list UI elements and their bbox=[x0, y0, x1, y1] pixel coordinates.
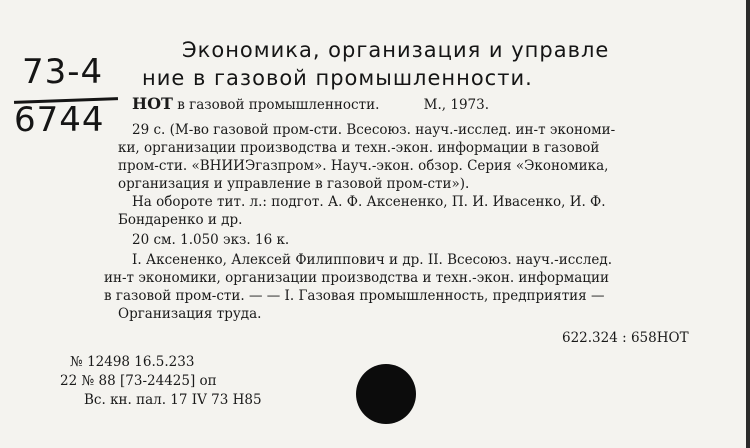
shelf-number-bottom: 6744 bbox=[14, 100, 105, 140]
card-edge bbox=[746, 0, 750, 448]
udc-code: 622.324 : 658НОТ bbox=[562, 330, 689, 346]
body-line: 29 с. (М-во газовой пром-сти. Всесоюз. науч.-исслед. ин-т экономи- bbox=[132, 122, 616, 138]
handwritten-title-line-2: ние в газовой промышленности. bbox=[142, 66, 533, 90]
title-rest: в газовой промышленности. bbox=[177, 97, 380, 113]
body-line: ин-т экономики, организации производства и техн.-экон. информации bbox=[104, 270, 609, 286]
body-line: ки, организации производства и техн.-экон. информации в газовой bbox=[118, 140, 600, 156]
title-word: НОТ bbox=[132, 94, 173, 113]
body-line: На обороте тит. л.: подгот. А. Ф. Аксененко, П. И. Ивасенко, И. Ф. bbox=[132, 194, 606, 210]
body-line: Бондаренко и др. bbox=[118, 212, 243, 228]
place-year: М., 1973. bbox=[423, 97, 490, 113]
punch-hole bbox=[356, 364, 416, 424]
footer-line: 22 № 88 [73-24425] оп bbox=[60, 373, 217, 389]
body-line: 20 см. 1.050 экз. 16 к. bbox=[132, 232, 290, 248]
footer-line: № 12498 16.5.233 bbox=[70, 354, 195, 370]
title-line bbox=[132, 94, 489, 113]
body-line: организация и управление в газовой пром-сти»). bbox=[118, 176, 470, 192]
body-line: пром-сти. «ВНИИЭгазпром». Науч.-экон. обзор. Серия «Экономика, bbox=[118, 158, 609, 174]
shelf-number-top: 73-4 bbox=[22, 52, 104, 92]
body-line: в газовой пром-сти. — — I. Газовая промышленность, предприятия — bbox=[104, 288, 605, 304]
body-line: I. Аксененко, Алексей Филиппович и др. II. Всесоюз. науч.-исслед. bbox=[132, 252, 613, 268]
handwritten-title-line-1: Экономика, организация и управле bbox=[182, 38, 610, 62]
footer-line: Вс. кн. пал. 17 IV 73 Н85 bbox=[84, 392, 262, 408]
body-line: Организация труда. bbox=[118, 306, 262, 322]
